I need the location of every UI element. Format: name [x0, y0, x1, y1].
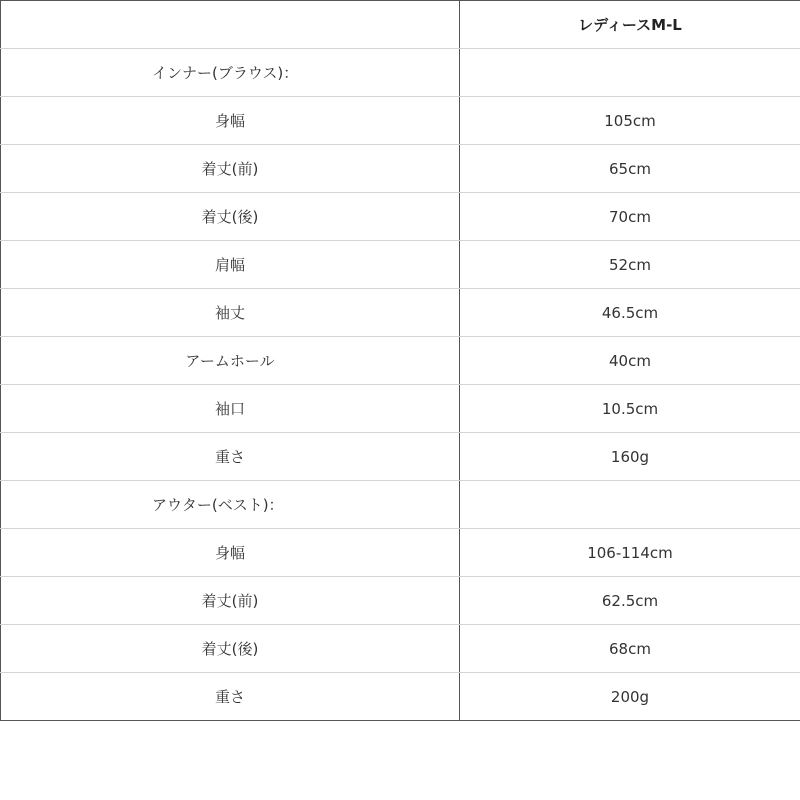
row-value: 62.5cm: [460, 577, 800, 625]
table-row: [1, 97, 800, 145]
row-label: 着丈(前): [1, 577, 460, 625]
table-row: [1, 673, 800, 721]
row-label: 着丈(後): [1, 193, 460, 241]
row-value: 106-114cm: [460, 529, 800, 577]
section-title-outer: アウター(ベスト)：: [1, 481, 460, 529]
table-row: [1, 241, 800, 289]
table-row: [1, 289, 800, 337]
row-value: 65cm: [460, 145, 800, 193]
row-label: 袖口: [1, 385, 460, 433]
section-row-inner: [1, 49, 800, 97]
table-row: [1, 337, 800, 385]
section-row-outer: [1, 481, 800, 529]
section-value-empty-inner: [460, 49, 800, 97]
row-label: 身幅: [1, 97, 460, 145]
row-value: 160g: [460, 433, 800, 481]
row-label: 身幅: [1, 529, 460, 577]
table-row: [1, 193, 800, 241]
row-label: 袖丈: [1, 289, 460, 337]
row-value: 40cm: [460, 337, 800, 385]
section-value-empty-outer: [460, 481, 800, 529]
row-label: 肩幅: [1, 241, 460, 289]
table-row: [1, 433, 800, 481]
row-value: 70cm: [460, 193, 800, 241]
row-value: 105cm: [460, 97, 800, 145]
header-size-cell: レディースM-L: [460, 1, 800, 49]
row-label: 着丈(後): [1, 625, 460, 673]
row-label: 重さ: [1, 673, 460, 721]
row-value: 46.5cm: [460, 289, 800, 337]
section-title-inner: インナー(ブラウス)：: [1, 49, 460, 97]
row-value: 52cm: [460, 241, 800, 289]
table-row: [1, 625, 800, 673]
row-value: 68cm: [460, 625, 800, 673]
row-value: 10.5cm: [460, 385, 800, 433]
table-row: [1, 145, 800, 193]
row-value: 200g: [460, 673, 800, 721]
table-header-row: [1, 1, 800, 49]
row-label: 重さ: [1, 433, 460, 481]
size-table-body: [1, 1, 800, 721]
row-label: アームホール: [1, 337, 460, 385]
table-row: [1, 529, 800, 577]
table-row: [1, 385, 800, 433]
header-label-cell: [1, 1, 460, 49]
row-label: 着丈(前): [1, 145, 460, 193]
table-row: [1, 577, 800, 625]
